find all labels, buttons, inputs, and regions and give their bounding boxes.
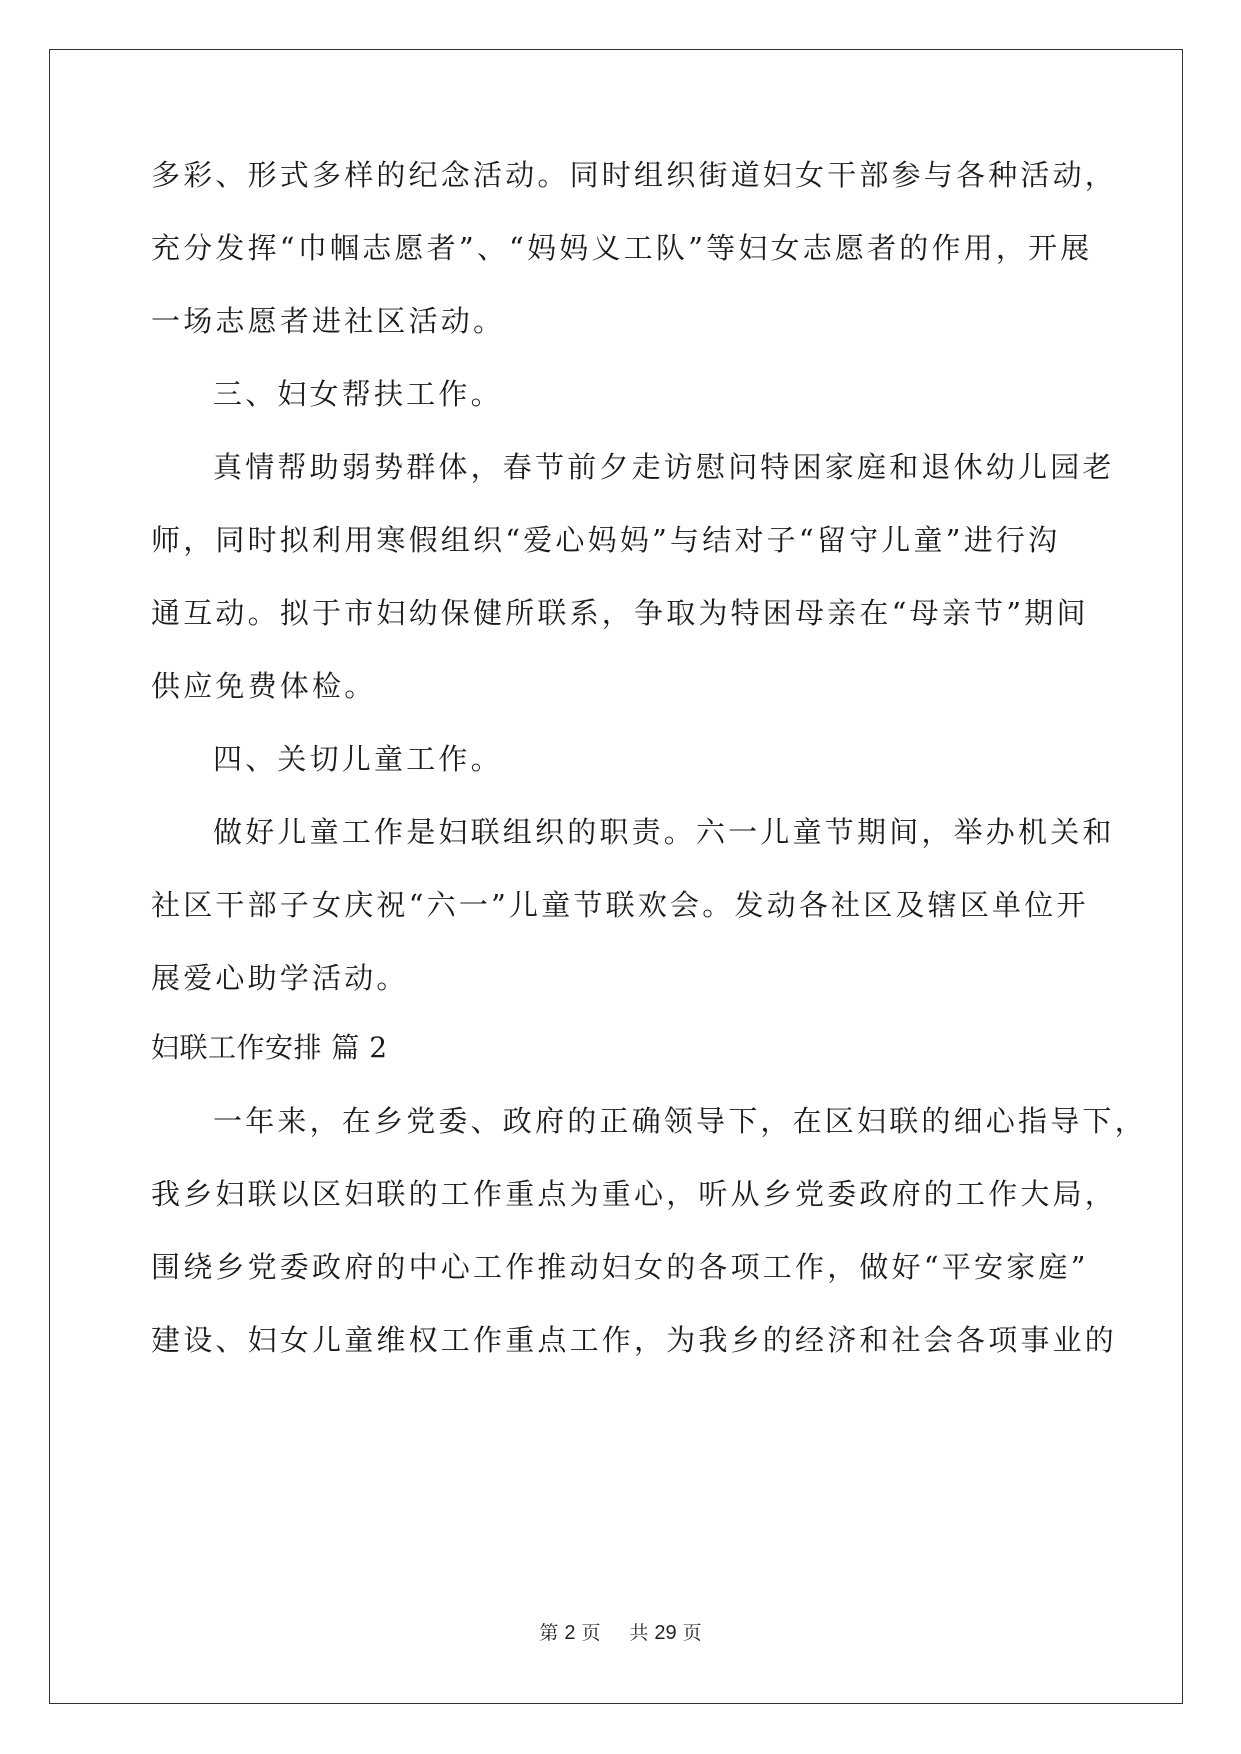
paragraph-line: 真情帮助弱势群体，春节前夕走访慰问特困家庭和退休幼儿园老 xyxy=(213,450,1115,484)
paragraph-line: 充分发挥“巾帼志愿者”、“妈妈义工队”等妇女志愿者的作用，开展 xyxy=(151,231,1093,265)
page-border xyxy=(49,49,1183,1704)
paragraph-line: 通互动。拟于市妇幼保健所联系，争取为特困母亲在“母亲节”期间 xyxy=(151,596,1089,630)
paragraph-line: 供应免费体检。 xyxy=(151,669,377,703)
paragraph-line: 做好儿童工作是妇联组织的职责。六一儿童节期间，举办机关和 xyxy=(213,815,1115,849)
paragraph-line: 展爱心助学活动。 xyxy=(151,961,409,995)
paragraph-line: 师，同时拟利用寒假组织“爱心妈妈”与结对子“留守儿童”进行沟 xyxy=(151,523,1061,557)
page-suffix: 页 xyxy=(581,1623,601,1644)
paragraph-line: 社区干部子女庆祝“六一”儿童节联欢会。发动各社区及辖区单位开 xyxy=(151,888,1089,922)
total-suffix: 页 xyxy=(682,1623,702,1644)
paragraph-line: 建设、妇女儿童维权工作重点工作，为我乡的经济和社会各项事业的 xyxy=(151,1323,1118,1357)
section-heading: 三、妇女帮扶工作。 xyxy=(213,377,503,411)
page-number: 2 xyxy=(564,1622,576,1644)
total-indicator xyxy=(623,1623,707,1644)
paragraph-line: 一年来，在乡党委、政府的正确领导下，在区妇联的细心指导下， xyxy=(213,1104,1147,1138)
article-heading: 妇联工作安排 篇 2 xyxy=(151,1031,388,1064)
page-indicator xyxy=(533,1623,606,1644)
paragraph-line: 围绕乡党委政府的中心工作推动妇女的各项工作，做好“平安家庭” xyxy=(151,1250,1089,1284)
section-heading: 四、关切儿童工作。 xyxy=(213,742,503,776)
paragraph-line: 一场志愿者进社区活动。 xyxy=(151,304,506,338)
page-prefix: 第 xyxy=(539,1623,559,1644)
total-prefix: 共 xyxy=(629,1623,649,1644)
total-pages: 29 xyxy=(654,1622,677,1644)
page-footer xyxy=(0,1618,1241,1645)
paragraph-line: 我乡妇联以区妇联的工作重点为重心，听从乡党委政府的工作大局， xyxy=(151,1177,1118,1211)
paragraph-line: 多彩、形式多样的纪念活动。同时组织街道妇女干部参与各种活动， xyxy=(151,158,1118,192)
